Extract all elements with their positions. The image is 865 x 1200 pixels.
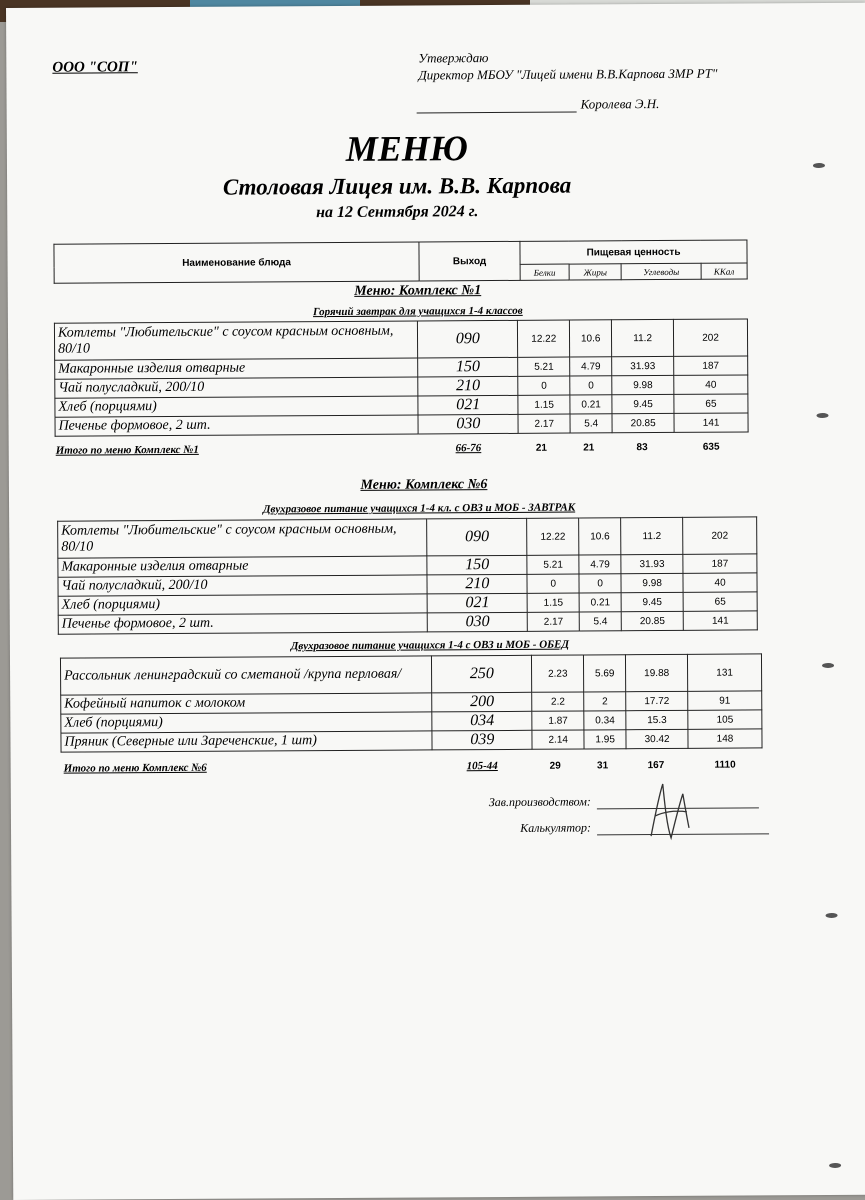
dish-carbs: 31.93	[612, 356, 674, 375]
dish-proteins: 1.15	[518, 395, 570, 414]
dish-proteins: 2.14	[532, 730, 584, 749]
dish-output: 250	[432, 655, 532, 693]
dish-fats: 10.6	[570, 320, 612, 357]
dish-name: Хлеб (порциями)	[61, 712, 433, 733]
complex1-total-row	[55, 439, 749, 457]
dish-kcal: 40	[674, 375, 748, 394]
complex6-lunch-subtitle: Двухразовое питание учащихся 1-4 с ОВЗ и МОБ - ОБЕД	[290, 638, 570, 653]
dish-carbs: 11.2	[621, 517, 683, 554]
dish-kcal: 148	[688, 729, 762, 748]
dish-fats: 2	[584, 692, 626, 711]
approval-word: Утверждаю	[418, 50, 489, 66]
dish-kcal: 202	[673, 319, 747, 356]
dish-kcal: 141	[674, 413, 748, 432]
dish-carbs: 20.85	[612, 413, 674, 432]
dish-kcal: 65	[683, 592, 757, 611]
dish-output: 021	[427, 593, 527, 613]
column-header-table	[53, 239, 747, 283]
dish-output: 200	[432, 692, 532, 712]
calculator-label: Калькулятор:	[520, 820, 592, 835]
table-row	[55, 413, 748, 436]
column-kcal-header: ККал	[701, 263, 747, 279]
dish-fats: 0	[570, 376, 612, 395]
dish-name: Кофейный напиток с молоком	[61, 693, 433, 714]
dish-kcal: 141	[683, 611, 757, 630]
column-name-header: Наименование блюда	[54, 242, 419, 283]
dish-carbs: 9.98	[621, 573, 683, 592]
dish-kcal: 65	[674, 394, 748, 413]
handwritten-signature	[641, 776, 701, 846]
dish-fats: 1.95	[584, 730, 626, 749]
dish-proteins: 12.22	[518, 320, 570, 357]
page-title: МЕНЮ	[345, 128, 469, 169]
dish-proteins: 5.21	[527, 555, 579, 574]
dish-fats: 0	[579, 574, 621, 593]
approver-name: Королева Э.Н.	[580, 96, 660, 112]
column-fats-header: Жиры	[569, 264, 622, 280]
complex1-total-fats: 21	[583, 441, 595, 453]
complex6-total-kcal: 1110	[714, 759, 736, 771]
dish-fats: 10.6	[579, 518, 621, 555]
dish-carbs: 9.45	[621, 592, 683, 611]
dish-fats: 0.21	[579, 593, 621, 612]
complex1-subtitle: Горячий завтрак для учащихся 1-4 классов	[312, 304, 523, 319]
complex6-total-proteins: 29	[549, 760, 561, 772]
dish-carbs: 20.85	[621, 611, 683, 630]
dish-carbs: 11.2	[612, 319, 674, 356]
dish-name: Хлеб (порциями)	[55, 396, 419, 417]
dish-name: Печенье формовое, 2 шт.	[55, 415, 419, 436]
complex6-total-carbs: 167	[647, 759, 665, 771]
column-nutrition-header: Пищевая ценность	[520, 240, 747, 265]
dish-proteins: 2.2	[532, 692, 584, 711]
dish-output: 150	[418, 357, 518, 377]
dish-name: Котлеты "Любительские" с соусом красным основным, 80/10	[54, 321, 418, 360]
complex6-breakfast-table	[57, 516, 758, 634]
table-row	[54, 319, 747, 360]
menu-date: на 12 Сентября 2024 г.	[316, 203, 479, 222]
organization-name: ООО "СОП"	[52, 59, 138, 76]
dish-name: Рассольник ленинградский со сметаной /крупа перловая/	[60, 656, 432, 695]
table-row	[60, 654, 761, 695]
complex6-total-price: 105-44	[466, 760, 498, 773]
binder-hole-mark	[813, 163, 825, 168]
binder-hole-mark	[816, 413, 828, 418]
complex1-total-proteins: 21	[535, 442, 547, 454]
binder-hole-mark	[829, 1163, 841, 1168]
dish-proteins: 0	[518, 376, 570, 395]
dish-output: 021	[418, 395, 518, 415]
dish-name: Печенье формовое, 2 шт.	[58, 613, 428, 634]
dish-carbs: 17.72	[626, 691, 688, 710]
dish-kcal: 105	[688, 710, 762, 729]
dish-output: 030	[428, 612, 528, 632]
table-row	[58, 611, 757, 634]
complex6-title: Меню: Комплекс №6	[360, 477, 488, 493]
dish-proteins: 1.87	[532, 711, 584, 730]
dish-carbs: 31.93	[621, 554, 683, 573]
column-carbs-header: Углеводы	[621, 263, 701, 279]
dish-proteins: 12.22	[527, 518, 579, 555]
dish-fats: 5.4	[579, 612, 621, 631]
dish-name: Пряник (Северные или Зареченские, 1 шт)	[61, 731, 433, 752]
dish-kcal: 40	[683, 573, 757, 592]
dish-proteins: 1.15	[527, 593, 579, 612]
canteen-name: Столовая Лицея им. В.В. Карпова	[222, 172, 572, 200]
table-row	[58, 517, 757, 558]
dish-fats: 5.4	[570, 414, 612, 433]
complex1-total-price: 66-76	[455, 442, 482, 455]
binder-hole-mark	[826, 913, 838, 918]
dish-fats: 0.21	[570, 395, 612, 414]
dish-fats: 0.34	[584, 711, 626, 730]
dish-proteins: 0	[527, 574, 579, 593]
complex1-title: Меню: Комплекс №1	[354, 283, 482, 299]
dish-output: 150	[427, 555, 527, 575]
complex6-total-fats: 31	[596, 759, 609, 771]
dish-name: Хлеб (порциями)	[58, 594, 428, 615]
complex1-total-carbs: 83	[636, 441, 648, 453]
dish-name: Чай полусладкий, 200/10	[55, 377, 419, 398]
approval-signature-line	[417, 112, 577, 114]
dish-proteins: 2.23	[532, 655, 584, 692]
dish-output: 210	[418, 376, 518, 396]
dish-kcal: 131	[688, 654, 762, 691]
column-output-header: Выход	[419, 241, 520, 281]
dish-name: Котлеты "Любительские" с соусом красным основным, 80/10	[58, 519, 428, 558]
dish-kcal: 187	[674, 356, 748, 375]
production-head-label: Зав.производством:	[488, 794, 591, 810]
dish-kcal: 187	[683, 554, 757, 573]
dish-carbs: 30.42	[626, 729, 688, 748]
binder-hole-mark	[822, 663, 834, 668]
complex1-total-label: Итого по меню Комплекс №1	[55, 443, 199, 457]
dish-proteins: 5.21	[518, 357, 570, 376]
dish-output: 090	[427, 518, 527, 556]
dish-output: 034	[432, 711, 532, 731]
dish-carbs: 9.45	[612, 394, 674, 413]
dish-fats: 4.79	[570, 357, 612, 376]
dish-proteins: 2.17	[527, 612, 579, 631]
complex1-table	[54, 318, 749, 436]
dish-carbs: 9.98	[612, 375, 674, 394]
column-proteins-header: Белки	[520, 264, 569, 280]
approval-position: Директор МБОУ "Лицей имени В.В.Карпова ЗМР РТ"	[418, 65, 718, 83]
approval-block	[418, 47, 748, 83]
dish-fats: 5.69	[584, 655, 626, 692]
dish-name: Макаронные изделия отварные	[55, 358, 419, 379]
dish-name: Макаронные изделия отварные	[58, 556, 428, 577]
dish-kcal: 202	[683, 517, 757, 554]
complex6-total-row	[63, 757, 763, 775]
complex1-total-kcal: 635	[702, 441, 720, 453]
complex6-lunch-table	[60, 653, 763, 752]
complex6-breakfast-subtitle: Двухразовое питание учащихся 1-4 кл. с ОВЗ и МОБ - ЗАВТРАК	[262, 501, 576, 516]
dish-kcal: 91	[688, 691, 762, 710]
dish-output: 210	[427, 574, 527, 594]
dish-name: Чай полусладкий, 200/10	[58, 575, 428, 596]
dish-output: 030	[418, 414, 518, 434]
dish-carbs: 15.3	[626, 710, 688, 729]
menu-document	[6, 3, 865, 1200]
dish-fats: 4.79	[579, 555, 621, 574]
complex6-total-label: Итого по меню Комплекс №6	[63, 761, 207, 775]
dish-output: 090	[418, 320, 518, 358]
dish-carbs: 19.88	[626, 654, 688, 691]
dish-proteins: 2.17	[518, 414, 570, 433]
dish-output: 039	[432, 730, 532, 750]
table-row	[61, 729, 762, 752]
